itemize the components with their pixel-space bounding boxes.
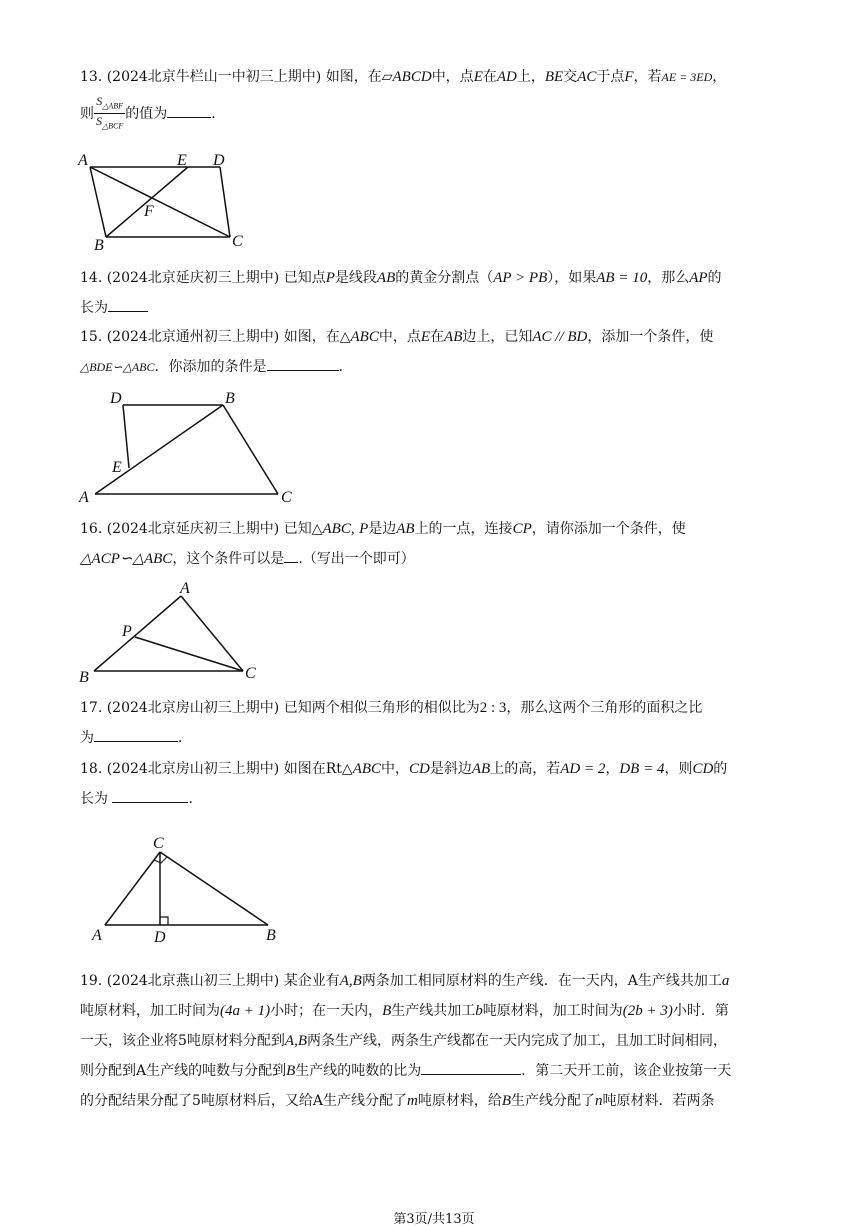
answer-blank (267, 354, 339, 371)
question-14: 14. (2024北京延庆初三上期中) 已知点P是线段AB的黄金分割点（AP > PB），如果AB = 10，那么AP的 长为 (80, 270, 722, 316)
question-19: 19. (2024北京燕山初三上期中) 某企业有A,B两条加工相同原材料的生产线．在一天内，A生产线共加工a 吨原材料，加工时间为(4a + 1)小时；在一天内，B生产线共加工b吨原材料，加工时间为(2b + 3)小时．第 一天，该企业将5吨原材料分配到A,B两条生产线，两条生产线都在一天内完成了加工，且加工时间相同， 则分配到A生产线的吨数与分配到B生产线的吨数的比为 ．第二天开工前，该企业按第一天 的分配结果分配了5吨原材料后，又给A生产线分配了m吨原材料，给B生产线分配了n吨原材料．若两条 (80, 973, 732, 1109)
svg-text:B: B (225, 390, 235, 407)
svg-text:F: F (144, 203, 154, 220)
question-13: 13. (2024北京牛栏山一中初三上期中) 如图，在▱ABCD中，点E在AD上，BE交AC于点F，若AE = 3ED， 则 $\frac{S_{\triangle ABF}}{S_{\triangle BCF}}$ 的值为 . (80, 62, 790, 134)
svg-text:E: E (112, 459, 122, 476)
question-16: 16. (2024北京延庆初三上期中) 已知△ABC, P是边AB上的一点，连接CP，请你添加一个条件，使 △ACP∽△ABC，这个条件可以是 .（写出一个即可） (80, 521, 686, 567)
area-ratio-fraction: $\frac{S_{\triangle ABF}}{S_{\triangle BCF}}$ (96, 94, 124, 131)
answer-blank (112, 786, 188, 803)
svg-text:D: D (110, 390, 122, 407)
answer-blank (284, 546, 298, 563)
svg-text:A: A (92, 927, 102, 944)
question-15: 15. (2024北京通州初三上期中) 如图，在△ABC中，点E在AB边上，已知AC // BD，添加一个条件，使 △BDE∽△ABC．你添加的条件是 . (80, 329, 714, 375)
answer-blank (94, 725, 178, 742)
svg-text:C: C (232, 233, 243, 250)
parallelogram-figure (78, 148, 258, 254)
svg-text:B: B (266, 927, 276, 944)
page-footer: 第3页/共13页 (393, 1212, 475, 1227)
svg-text:A: A (78, 152, 88, 169)
triangle-figure-q15 (78, 388, 308, 506)
question-17: 17. (2024北京房山初三上期中) 已知两个相似三角形的相似比为2 : 3，那么这两个三角形的面积之比 为 . (80, 700, 703, 746)
svg-text:C: C (245, 665, 256, 682)
answer-blank (167, 101, 211, 118)
svg-text:B: B (94, 237, 104, 254)
triangle-figure-q16 (78, 578, 268, 688)
right-triangle-figure-q18 (88, 832, 288, 948)
answer-blank (421, 1058, 521, 1075)
svg-text:A: A (79, 489, 89, 506)
svg-text:D: D (154, 929, 166, 946)
svg-text:P: P (122, 623, 132, 640)
svg-text:B: B (79, 669, 89, 686)
answer-blank (108, 295, 148, 312)
svg-text:D: D (213, 152, 225, 169)
question-18: 18. (2024北京房山初三上期中) 如图在Rt△ABC中，CD是斜边AB上的高，若AD = 2，DB = 4，则CD的 长为 . (80, 761, 728, 807)
svg-text:C: C (281, 489, 292, 506)
svg-text:C: C (153, 835, 164, 852)
svg-text:A: A (180, 580, 190, 597)
svg-text:E: E (177, 152, 187, 169)
